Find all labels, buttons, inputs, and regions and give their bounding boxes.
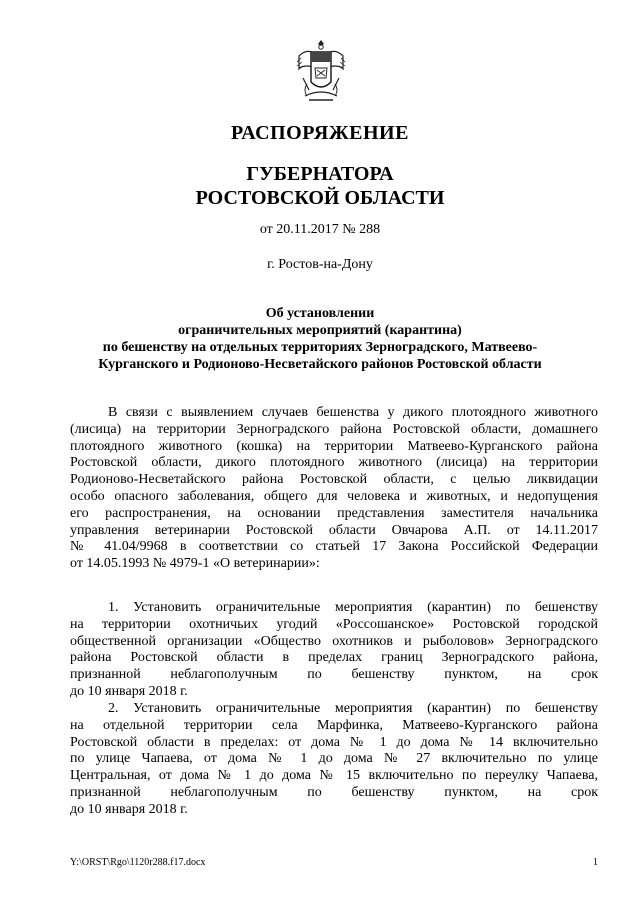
paragraph-line: признанной неблагополучным по бешенству пунктом, на срок (70, 667, 598, 683)
subject-line: ограничительных мероприятий (карантина) (178, 323, 462, 338)
paragraph-line: на отдельной территории села Марфинка, Матвеево-Курганского района (70, 717, 598, 733)
preamble-paragraph (70, 405, 598, 573)
paragraph-line: признанной неблагополучным по бешенству пунктом, на срок (70, 784, 598, 800)
paragraph-line: управления ветеринарии Ростовской области Овчарова А.П. от 14.11.2017 (70, 522, 598, 538)
paragraph-line: до 10 января 2018 г. (70, 683, 188, 699)
coat-of-arms-emblem (293, 38, 349, 106)
paragraph-line: В связи с выявлением случаев бешенства у дикого плотоядного животного (108, 405, 598, 420)
paragraph-line: 2. Установить ограничительные мероприятия (карантин) по бешенству (108, 701, 598, 716)
document-subject (60, 305, 580, 373)
item-2-paragraph (70, 701, 598, 819)
paragraph-line: общественной организации «Общество охотников и рыболовов» Зерноградского (70, 633, 598, 649)
issuer-title (0, 162, 640, 210)
paragraph-line: по улице Чапаева, от дома № 1 до дома № 27 включительно по улице (70, 751, 598, 767)
paragraph-line: до 10 января 2018 г. (70, 801, 188, 817)
paragraph-line: на территории охотничьих угодий «Россошанское» Ростовской городской (70, 616, 598, 632)
footer-page-number: 1 (593, 857, 598, 868)
subject-line: Курганского и Родионово-Несветайского районов Ростовской области (98, 357, 542, 372)
issuer-title-line-1: ГУБЕРНАТОРА (246, 163, 394, 185)
paragraph-line: его распространения, на основании представления заместителя начальника (70, 505, 598, 521)
date-number: от 20.11.2017 № 288 (259, 222, 381, 237)
item-1-paragraph (70, 600, 598, 701)
paragraph-line: (лисица) на территории Зерноградского района Ростовской области, домашнего (70, 421, 598, 437)
document-type-title: РАСПОРЯЖЕНИЕ (231, 122, 409, 144)
city: г. Ростов-на-Дону (267, 257, 373, 272)
paragraph-line: от 14.05.1993 № 4979-1 «О ветеринарии»: (70, 556, 320, 572)
paragraph-line: 1. Установить ограничительные мероприятия (карантин) по бешенству (108, 600, 598, 615)
subject-line: по бешенству на отдельных территориях Зерноградского, Матвеево- (102, 340, 538, 355)
paragraph-line: № 41.04/9968 в соответствии со статьей 17 Закона Российской Федерации (70, 539, 598, 555)
paragraph-line: Ростовской области в пределах: от дома № 1 до дома № 14 включительно (70, 734, 598, 750)
paragraph-line: Родионово-Несветайского района Ростовской области, с целью ликвидации (70, 472, 598, 488)
paragraph-line: особо опасного заболевания, общего для человека и животных, и недопущения (70, 488, 598, 504)
paragraph-line: Центральная, от дома № 1 до дома № 15 включительно по переулку Чапаева, (70, 768, 598, 784)
paragraph-line: района Ростовской области в пределах границ Зерноградского района, (70, 650, 598, 666)
subject-line: Об установлении (265, 306, 375, 321)
paragraph-line: Ростовской области, дикого плотоядного животного (лисица) на территории (70, 455, 598, 471)
paragraph-line: плотоядного животного (кошка) на территории Матвеево-Курганского района (70, 438, 598, 454)
footer-file-path: Y:\ORST\Rgo\1120r288.f17.docx (70, 857, 206, 868)
issuer-title-line-2: РОСТОВСКОЙ ОБЛАСТИ (195, 187, 445, 209)
